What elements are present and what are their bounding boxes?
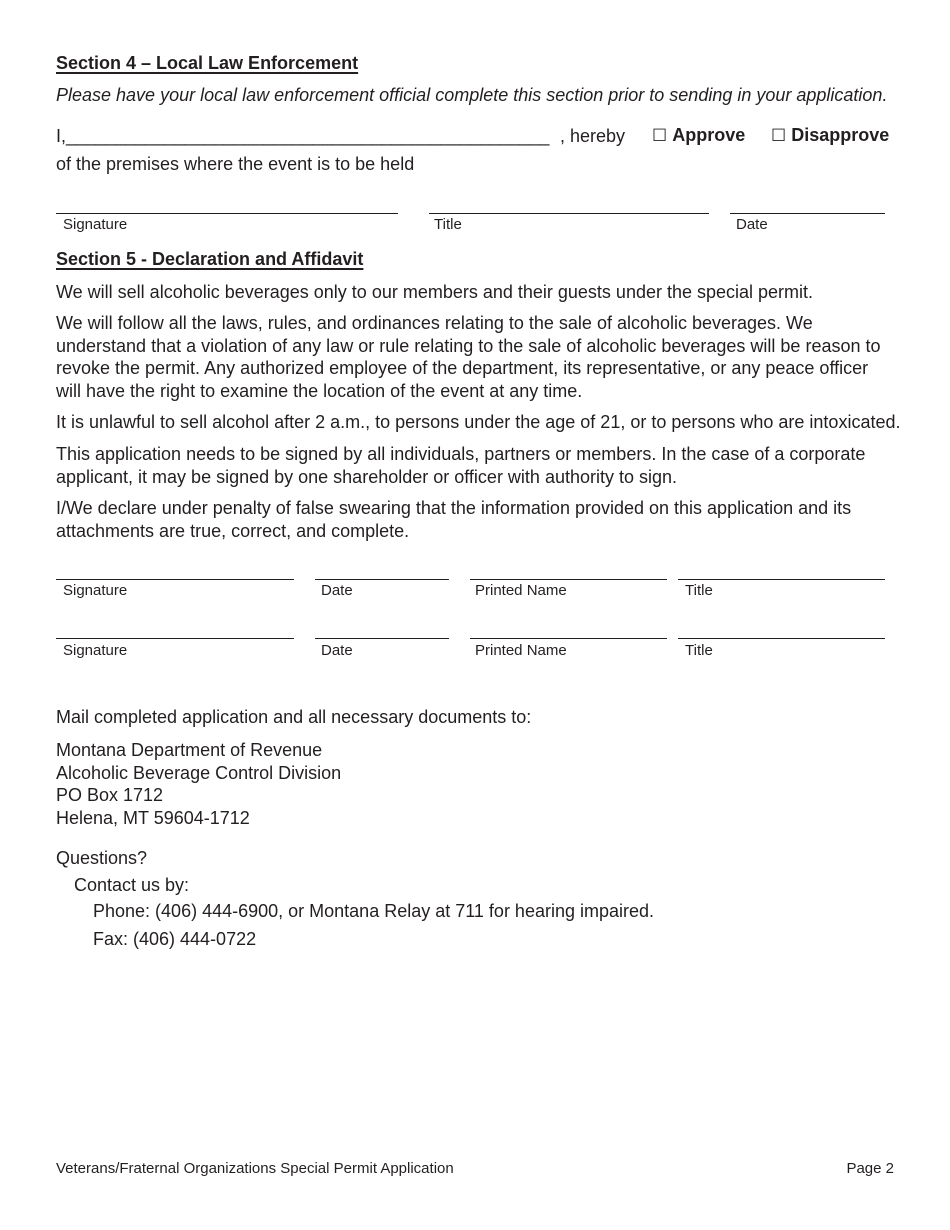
affidavit-paragraph-3: It is unlawful to sell alcohol after 2 a.m., to persons under the age of 21, or to persons who are intoxicated. (56, 412, 901, 432)
applicant-date-label-2: Date (321, 642, 353, 659)
page-number: Page 2 (846, 1160, 894, 1177)
officer-date-line[interactable] (730, 213, 885, 214)
affidavit-paragraph-2: We will follow all the laws, rules, and ordinances relating to the sale of alcoholic beverages. We understand that a violation of any law or rule relating to the sale of alcoholic beverages will be reason to revoke the permit. Any authorized employee of the department, its representative, or any peace officer will have the right to examine the location of the event at any time. (56, 313, 881, 401)
mailing-intro: Mail completed application and all necessary documents to: (56, 707, 532, 727)
disapprove-checkbox[interactable]: ☐ (771, 126, 787, 146)
approve-option[interactable] (652, 125, 745, 146)
questions-heading: Questions? (56, 848, 148, 868)
approve-checkbox[interactable]: ☐ (652, 126, 668, 146)
applicant-date-label-1: Date (321, 582, 353, 599)
contact-us-text: Contact us by: (74, 875, 190, 895)
address-line-3: PO Box 1712 (56, 785, 164, 805)
premises-text: of the premises where the event is to be held (56, 154, 415, 174)
officer-prefix: I, (56, 126, 67, 146)
applicant-printed-name-label-2: Printed Name (475, 642, 567, 659)
section-4-heading: Section 4 – Local Law Enforcement (56, 53, 359, 73)
footer-title: Veterans/Fraternal Organizations Special Permit Application (56, 1160, 454, 1177)
applicant-title-label-1: Title (685, 582, 713, 599)
applicant-date-line-2[interactable] (315, 638, 449, 639)
applicant-signature-label-1: Signature (63, 582, 128, 599)
officer-name-line (56, 126, 549, 147)
applicant-printed-name-line-1[interactable] (470, 579, 667, 580)
section-4-instruction: Please have your local law enforcement official complete this section prior to sending in your application. (56, 85, 888, 105)
officer-date-label: Date (736, 216, 768, 233)
address-line-2: Alcoholic Beverage Control Division (56, 762, 342, 783)
contact-phone: Phone: (406) 444-6900, or Montana Relay at 711 for hearing impaired. (93, 901, 655, 921)
address-line-1: Montana Department of Revenue (56, 740, 323, 760)
mailing-address (56, 739, 341, 829)
affidavit-paragraph-4: This application needs to be signed by all individuals, partners or members. In the case of a corporate applicant, it may be signed by one shareholder or officer with authority to sign. (56, 444, 866, 487)
officer-signature-label: Signature (63, 216, 128, 233)
applicant-date-line-1[interactable] (315, 579, 449, 580)
disapprove-label: Disapprove (791, 125, 890, 145)
applicant-printed-name-label-1: Printed Name (475, 582, 567, 599)
applicant-printed-name-line-2[interactable] (470, 638, 667, 639)
applicant-signature-line-2[interactable] (56, 638, 294, 639)
officer-title-label: Title (434, 216, 462, 233)
address-line-4: Helena, MT 59604-1712 (56, 807, 250, 828)
officer-name-field[interactable]: _________________________________________________ (66, 126, 550, 146)
applicant-title-line-1[interactable] (678, 579, 885, 580)
affidavit-paragraph-5: I/We declare under penalty of false swearing that the information provided on this application and its attachments are true, correct, and complete. (56, 498, 852, 541)
applicant-signature-label-2: Signature (63, 642, 128, 659)
applicant-title-line-2[interactable] (678, 638, 885, 639)
affidavit-paragraph-1: We will sell alcoholic beverages only to our members and their guests under the special permit. (56, 282, 814, 302)
applicant-title-label-2: Title (685, 642, 713, 659)
hereby-text: , hereby (560, 126, 626, 146)
approve-label: Approve (672, 125, 746, 145)
applicant-signature-line-1[interactable] (56, 579, 294, 580)
disapprove-option[interactable] (771, 125, 889, 146)
officer-title-line[interactable] (429, 213, 709, 214)
section-5-heading: Section 5 - Declaration and Affidavit (56, 249, 364, 269)
contact-fax: Fax: (406) 444-0722 (93, 929, 257, 949)
officer-signature-line[interactable] (56, 213, 398, 214)
